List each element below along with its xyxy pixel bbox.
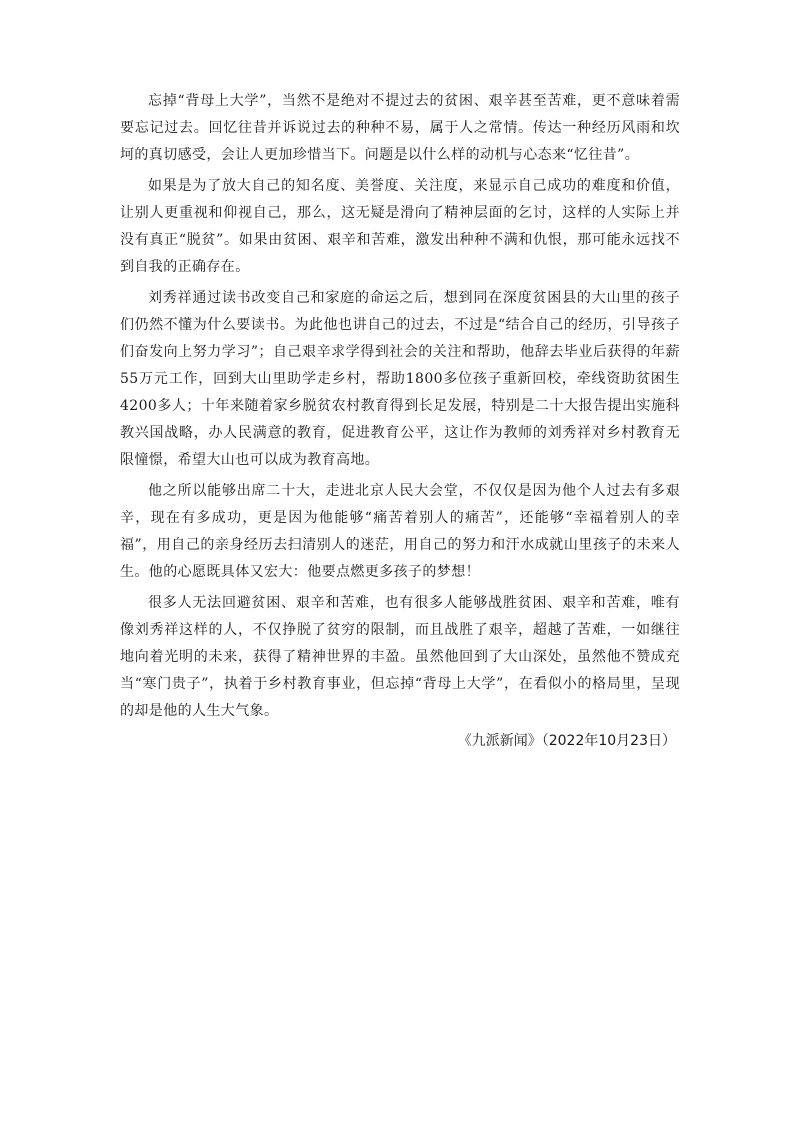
paragraph-2: 如果是为了放大自己的知名度、美誉度、关注度，来显示自己成功的难度和价值，让别人更重视和仰视自己，那么，这无疑是滑向了精神层面的乞讨，这样的人实际上并没有真正“脱贫”。如果由贫困、艰辛和苦难，激发出种种不满和仇恨，那可能永远找不到自我的正确存在。 xyxy=(120,178,680,275)
paragraph-3: 刘秀祥通过读书改变自己和家庭的命运之后，想到同在深度贫困县的大山里的孩子们仍然不懂为什么要读书。为此他也讲自己的过去，不过是“结合自己的经历，引导孩子们奋发向上努力学习”；自己艰辛求学得到社会的关注和帮助，他辞去毕业后获得的年薪55万元工作，回到大山里助学走乡村，帮助1800多位孩子重新回校，牵线资助贫困生4200多人；十年来随着家乡脱贫农村教育得到长足发展，特别是二十大报告提出实施科教兴国战略，办人民满意的教育，促进教育公平，这让作为教师的刘秀祥对乡村教育无限憧憬，希望大山也可以成为教育高地。 xyxy=(120,290,680,468)
article-body xyxy=(120,88,680,753)
paragraph-1: 忘掉“背母上大学”，当然不是绝对不提过去的贫困、艰辛甚至苦难，更不意味着需要忘记过去。回忆往昔并诉说过去的种种不易，属于人之常情。传达一种经历风雨和坎坷的真切感受，会让人更加珍惜当下。问题是以什么样的动机与心态来“忆往昔”。 xyxy=(120,93,680,163)
paragraph-5: 很多人无法回避贫困、艰辛和苦难，也有很多人能够战胜贫困、艰辛和苦难，唯有像刘秀祥这样的人，不仅挣脱了贫穷的限制，而且战胜了艰辛，超越了苦难，一如继往地向着光明的未来，获得了精神世界的丰盈。虽然他回到了大山深处，虽然他不赞成充当“寒门贵子”，执着于乡村教育事业，但忘掉“背母上大学”，在看似小的格局里，呈现的却是他的人生大气象。 xyxy=(120,595,680,719)
source-citation: 《九派新闻》（2022年10月23日） xyxy=(457,733,676,749)
paragraph-4: 他之所以能够出席二十大，走进北京人民大会堂，不仅仅是因为他个人过去有多艰辛，现在有多成功，更是因为他能够“痛苦着别人的痛苦”，还能够“幸福着别人的幸福”，用自己的亲身经历去扫清别人的迷茫，用自己的努力和汗水成就山里孩子的未来人生。他的心愿既具体又宏大：他要点燃更多孩子的梦想！ xyxy=(120,483,680,580)
